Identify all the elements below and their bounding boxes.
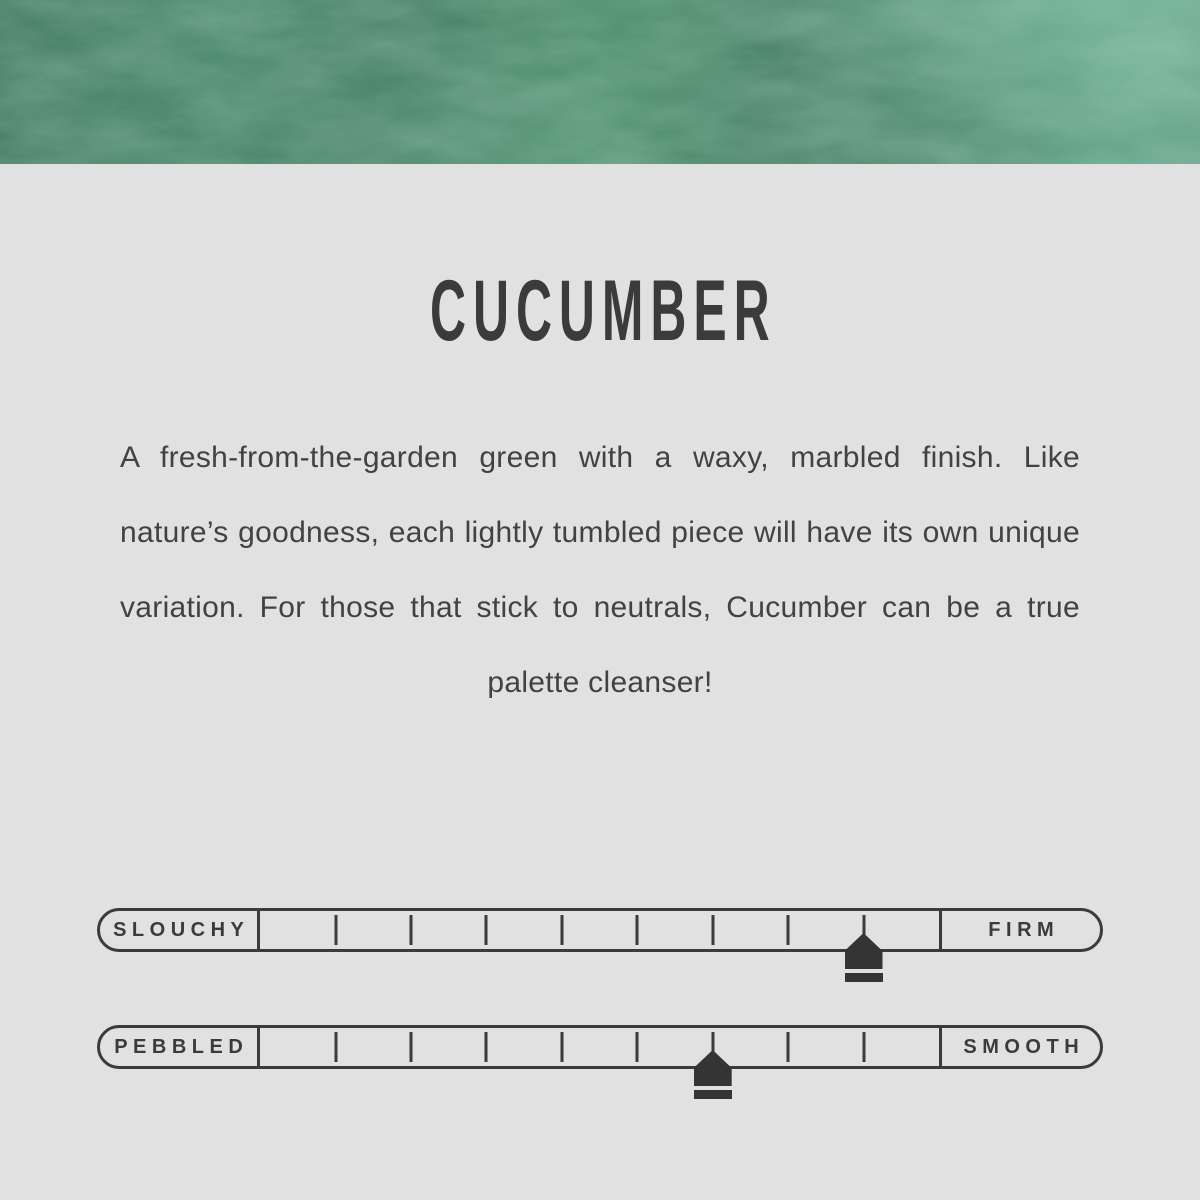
firmness-left-label: SLOUCHY (113, 918, 250, 941)
texture-scale-left-section (100, 1028, 260, 1066)
leather-texture-image (0, 0, 1200, 164)
texture-right-label: SMOOTH (963, 1035, 1085, 1058)
firmness-right-label: FIRM (988, 918, 1060, 941)
color-description: A fresh-from-the-garden green with a waxy, marbled finish. Like nature’s goodness, each lightly tumbled piece will have its own unique variation. For those that stick to neutrals, Cucumber can be a true palette cleanser! (120, 441, 1080, 699)
marker-base (694, 1090, 732, 1099)
firmness-scale (97, 908, 1103, 952)
tick-mark (787, 915, 790, 945)
texture-scale-right-section (939, 1028, 1100, 1066)
marker-pointer-icon (694, 1050, 732, 1086)
tick-mark (409, 915, 412, 945)
leather-swatch-band (0, 0, 1200, 164)
tick-mark (334, 915, 337, 945)
tick-mark (711, 915, 714, 945)
firmness-scale-left-section (100, 911, 260, 949)
texture-left-label: PEBBLED (114, 1035, 249, 1058)
tick-mark (485, 1032, 488, 1062)
tick-mark (560, 915, 563, 945)
tick-mark (636, 915, 639, 945)
tick-mark (862, 1032, 865, 1062)
tick-mark (560, 1032, 563, 1062)
tick-mark (334, 1032, 337, 1062)
page-title-text: CUCUMBER (430, 263, 777, 359)
marker-base (845, 973, 883, 982)
firmness-scale-right-section (939, 911, 1100, 949)
tick-mark (787, 1032, 790, 1062)
marker-pointer-icon (845, 933, 883, 969)
firmness-marker (845, 933, 883, 982)
texture-marker (694, 1050, 732, 1099)
tick-mark (485, 915, 488, 945)
tick-mark (636, 1032, 639, 1062)
tick-mark (409, 1032, 412, 1062)
texture-scale (97, 1025, 1103, 1069)
page-title (0, 263, 1200, 359)
